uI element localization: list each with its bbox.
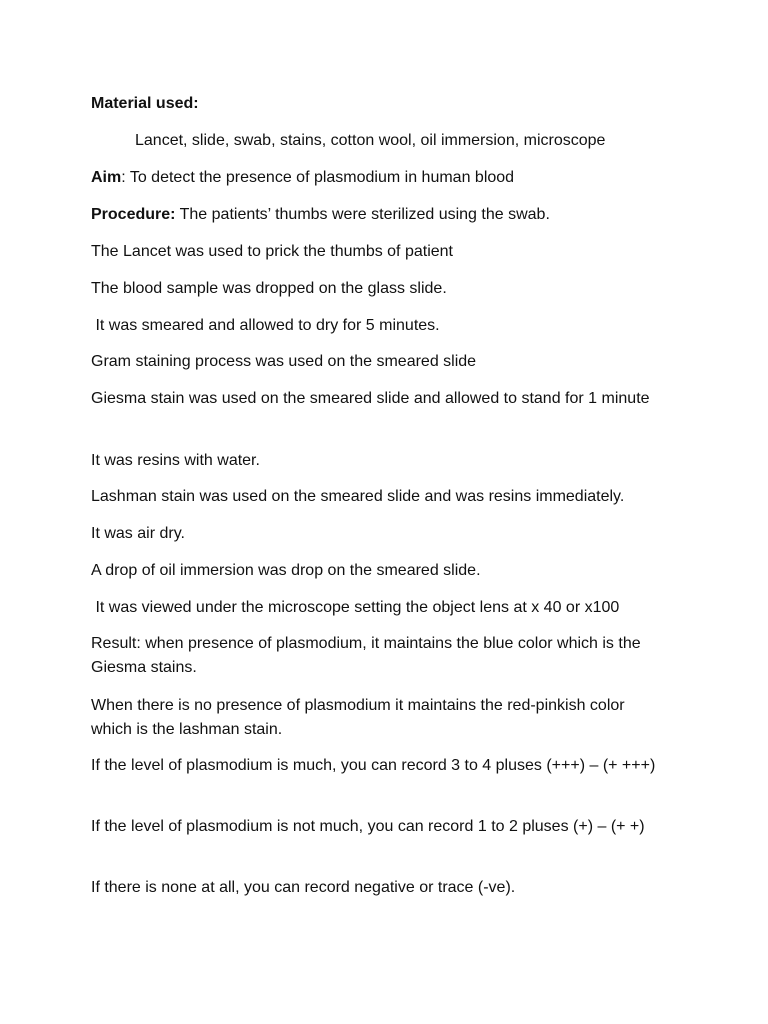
- procedure-step: It was smeared and allowed to dry for 5 minutes.: [91, 317, 440, 334]
- procedure-step: Giesma stain was used on the smeared slide and allowed to stand for 1 minute: [91, 390, 650, 407]
- material-list: Lancet, slide, swab, stains, cotton wool, oil immersion, microscope: [135, 132, 606, 149]
- procedure-step: It was viewed under the microscope setting the object lens at x 40 or x100: [91, 599, 620, 616]
- procedure-step: The Lancet was used to prick the thumbs of patient: [91, 243, 453, 260]
- result-paragraph: If the level of plasmodium is not much, you can record 1 to 2 pluses (+) – (+ +): [91, 818, 645, 835]
- aim-line: [91, 166, 691, 190]
- result-paragraph: If there is none at all, you can record negative or trace (-ve).: [91, 879, 516, 896]
- procedure-step: It was resins with water.: [91, 452, 260, 469]
- procedure-step: The blood sample was dropped on the glass slide.: [91, 280, 447, 297]
- procedure-label: Procedure:: [91, 206, 176, 223]
- result-paragraph: Result: when presence of plasmodium, it maintains the blue color which is the Giesma stains.: [91, 635, 641, 676]
- procedure-line: [91, 203, 691, 227]
- procedure-step: It was air dry.: [91, 525, 185, 542]
- procedure-step: Gram staining process was used on the smeared slide: [91, 353, 477, 370]
- aim-text: : To detect the presence of plasmodium in human blood: [121, 169, 515, 186]
- procedure-step: Lashman stain was used on the smeared slide and was resins immediately.: [91, 488, 625, 505]
- procedure-step: A drop of oil immersion was drop on the smeared slide.: [91, 562, 481, 579]
- result-paragraph: If the level of plasmodium is much, you can record 3 to 4 pluses (+++) – (+ +++): [91, 757, 656, 774]
- material-heading: Material used:: [91, 95, 199, 112]
- procedure-text: The patients’ thumbs were sterilized using the swab.: [175, 206, 550, 223]
- aim-label: Aim: [91, 169, 122, 186]
- result-paragraph: When there is no presence of plasmodium it maintains the red-pinkish color which is the lashman stain.: [91, 697, 625, 738]
